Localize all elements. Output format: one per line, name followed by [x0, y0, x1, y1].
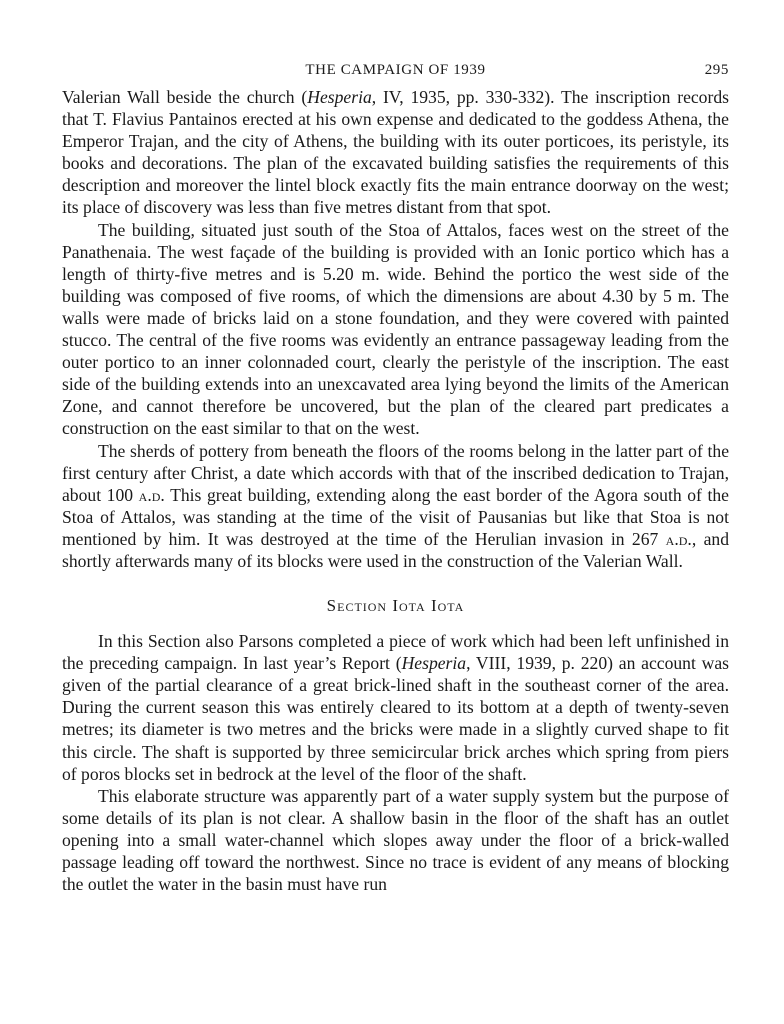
running-title: THE CAMPAIGN OF 1939 [305, 62, 486, 78]
section-heading: Section Iota Iota [326, 596, 465, 616]
paragraph-4-text-b: , VIII, 1939, p. 220) an account was given of the partial clearance of a great brick-lined shaft in the southeast corner of the area. During the current season this was entirely cleared to its bottom at a depth of twenty-seven metres; its diameter is two metres and the bricks were made in a slightly curved shape to fit this circle. The shaft is supported by three semicircular brick arches which spring from piers of poros blocks set in bedrock at the level of the floor of the shaft. [62, 653, 729, 784]
paragraph-3 [62, 440, 729, 573]
era-abbreviation: a.d. [138, 484, 165, 505]
running-head [62, 58, 729, 86]
citation-journal-title: Hesperia [307, 87, 372, 107]
paragraph-5-text: This elaborate structure was apparently part of a water supply system but the purpose of some details of its plan is not clear. A shallow basin in the floor of the shaft has an outlet opening into a small water-channel which slopes away under the floor of a brick-walled passage leading off toward the northwest. Since no trace is evident of any means of blocking the outlet the water in the basin must have run [62, 785, 729, 895]
citation-journal-title: Hesperia [401, 653, 467, 674]
paragraph-4-text-a: In this Section also Parsons completed a piece of work which had been left unfinished in the preceding campaign. In last year’s Report ( [62, 631, 729, 674]
page-number: 295 [704, 62, 729, 78]
paragraph-1 [62, 86, 729, 219]
paragraph-4 [62, 630, 729, 785]
era-abbreviation: a.d. [665, 528, 692, 549]
paragraph-3-text-b: This great building, extending along the east border of the Agora south of the Stoa of Attalos, was standing at the time of the visit of Pausanias but like that Stoa is not mentioned by him. It was destroyed at the time of the Herulian invasion in 267 [62, 484, 729, 549]
paragraph-3-text-a: The sherds of pottery from beneath the floors of the rooms belong in the latter part of the first century after Christ, a date which accords with that of the inscribed dedication to Trajan, about 100 [62, 440, 729, 505]
page [62, 58, 729, 895]
paragraph-2-text: The building, situated just south of the Stoa of Attalos, faces west on the street of the Panathenaia. The west façade of the building is provided with an Ionic portico which has a length of thirty-five metres and is 5.20 m. wide. Behind the portico the west side of the building was composed of five rooms, of which the dimensions are about 4.30 by 5 m. The walls were made of bricks laid on a stone foundation, and they were covered with painted stucco. The central of the five rooms was evidently an entrance passageway leading from the outer portico to an inner colonnaded court, clearly the peristyle of the inscription. The east side of the building extends into an unexcavated area lying beyond the limits of the American Zone, and cannot therefore be uncovered, but the plan of the cleared part predicates a construction on the east similar to that on the west. [62, 219, 729, 439]
paragraph-2 [62, 219, 729, 440]
paragraph-1-text-b: , IV, 1935, pp. 330-332). The inscription records that T. Flavius Pantainos erected at his own expense and dedicated to the goddess Athena, the Emperor Trajan, and the city of Athens, the building with its outer porticoes, its peristyle, its books and decorations. The plan of the excavated building satisfies the requirements of this description and moreover the lintel block exactly fits the main entrance doorway on the west; its place of discovery was less than five metres distant from that spot. [62, 87, 729, 218]
paragraph-5 [62, 785, 729, 895]
paragraph-1-text-a: Valerian Wall beside the church ( [62, 87, 308, 107]
paragraph-3-text-c: , and shortly afterwards many of its blocks were used in the construction of the Valerian Wall. [62, 528, 729, 571]
